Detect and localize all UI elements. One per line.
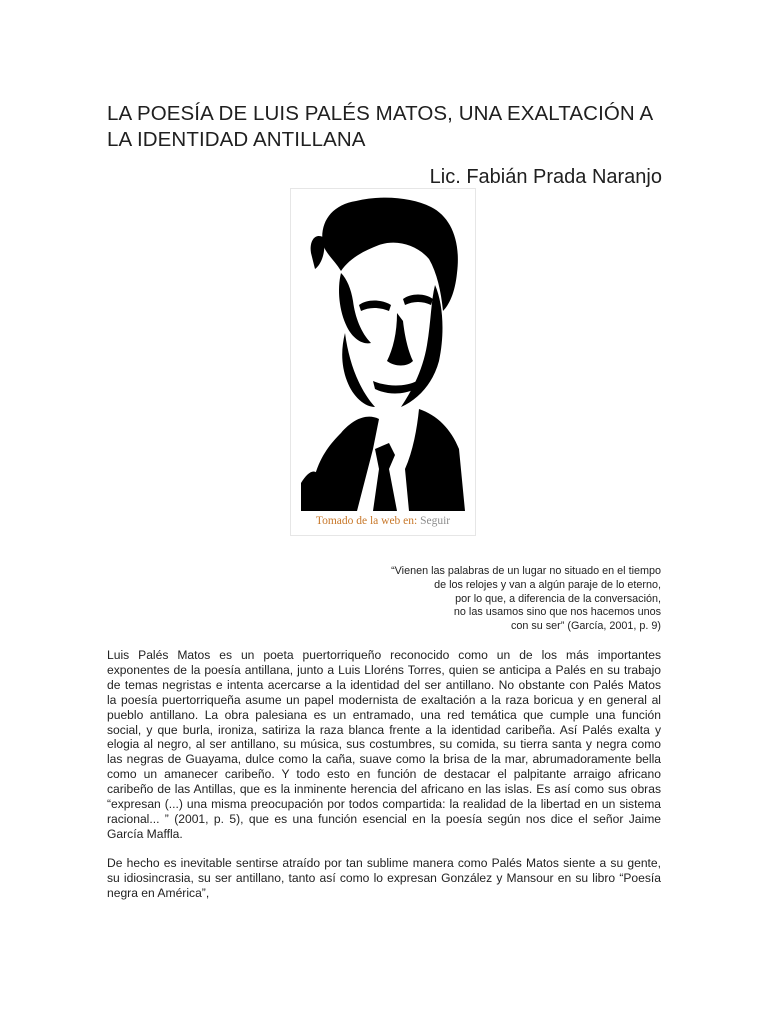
caption-label: Tomado de la web en:	[315, 515, 418, 527]
text-line: de temas negristas e intenta acercarse a la identidad del ser antillano. No obstante con Palés Matos	[107, 677, 661, 692]
text-line: elogia al negro, al ser antillano, su música, sus costumbres, su comida, su tierra santa y negra como	[107, 737, 661, 752]
author-name: Lic. Fabián Prada Naranjo	[429, 166, 662, 188]
text-line: Luis Palés Matos es un poeta puertorriqueño reconocido como un de los más importantes	[107, 648, 661, 662]
paragraph-2	[107, 856, 661, 901]
figure-caption	[291, 515, 475, 527]
epigraph-line: con su ser” (García, 2001, p. 9)	[510, 620, 661, 633]
epigraph-line: de los relojes y van a algún paraje de lo eterno,	[434, 578, 661, 591]
epigraph-line: “Vienen las palabras de un lugar no situado en el tiempo	[391, 565, 661, 577]
text-line: social, y que burla, ironiza, satiriza la raza blanca frente a la identidad caribeña. Así Palés exalta y	[107, 722, 661, 737]
text-line: caribeño de las Antillas, que es la inminente herencia del africano en las islas. Es así como sus obras	[107, 782, 661, 797]
text-line: pueblo antillano. La obra palesiana es un entramado, una red temática que cumple una función	[107, 707, 661, 722]
document-title: LA POESÍA DE LUIS PALÉS MATOS, UNA EXALTACIÓN A LA IDENTIDAD ANTILLANA	[107, 102, 653, 151]
portrait-image	[301, 193, 465, 511]
epigraph-line: por lo que, a diferencia de la conversación,	[455, 592, 661, 605]
text-line: las negras de Guayama, dulce como la caña, suave como la brisa de la mar, abrumadoramente bella	[107, 752, 661, 767]
text-line: la poesía puertorriqueña asume un papel modernista de exaltación a la raza boricua y en general al	[107, 692, 661, 707]
paragraph-1	[107, 648, 661, 842]
caption-link[interactable]: Seguir	[420, 515, 451, 527]
epigraph-line: no las usamos sino que nos hacemos unos	[453, 606, 661, 619]
text-line: racional... ” (2001, p. 5), que es una función esencial en la poesía según nos dice el señor Jaime	[107, 811, 661, 826]
text-line: negra en América”,	[107, 885, 210, 900]
text-line: García Maffla.	[107, 826, 183, 841]
text-line: De hecho es inevitable sentirse atraído por tan sublime manera como Palés Matos siente a su gente,	[107, 856, 661, 870]
text-line: como un amanecer caribeño. Y todo esto en función de destacar el palpitante arraigo africano	[107, 767, 661, 782]
epigraph-quote	[301, 565, 661, 634]
portrait-figure	[290, 188, 476, 536]
text-line: su idiosincrasia, su ser antillano, tanto así como lo expresan González y Mansour en su libro “Poesía	[107, 870, 661, 885]
text-line: exponentes de la poesía antillana, junto a Luis Lloréns Torres, quien se anticipa a Palés en su trabajo	[107, 662, 661, 677]
text-line: “expresan (...) una misma preocupación por todos compartida: la realidad de la libertad en un sistema	[107, 797, 661, 812]
